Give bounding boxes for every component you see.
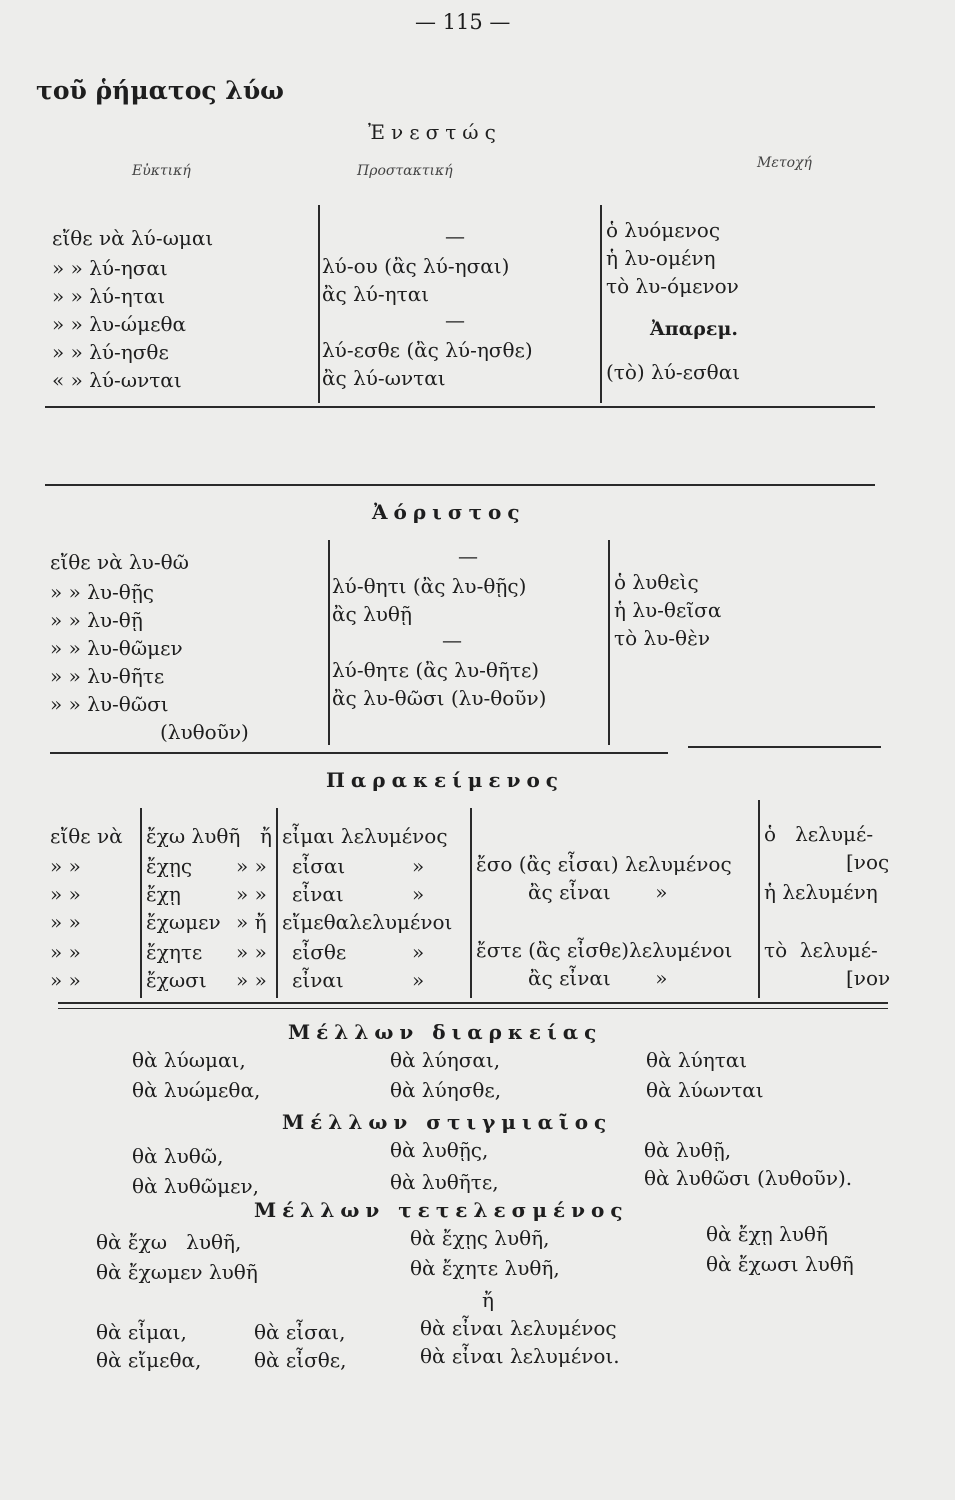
ditto-mark: » bbox=[412, 968, 425, 992]
form-line: » » bbox=[236, 882, 267, 906]
form-line: ὁ λελυμέ- bbox=[764, 822, 874, 846]
form-line: ἂς λυθῇ bbox=[332, 602, 412, 626]
form-line: θὰ εἶναι λελυμένος bbox=[420, 1316, 617, 1340]
form-line: εἶσαι bbox=[292, 854, 346, 878]
form-line: » » λυ-θῶμεν bbox=[50, 636, 183, 660]
mellon-diarkeias-title: Μέλλων διαρκείας bbox=[288, 1020, 603, 1044]
form-line: [νος bbox=[846, 850, 890, 874]
enestos-header-metochi: Μετοχή bbox=[757, 155, 812, 171]
form-line: θὰ λυώμεθα, bbox=[132, 1078, 261, 1102]
page-number: — 115 — bbox=[415, 10, 511, 34]
form-line: εἶμαι λελυμένος bbox=[282, 824, 448, 848]
form-line: θὰ ἔχωμεν λυθῆ bbox=[96, 1260, 258, 1284]
form-line: ἔσο (ἂς εἶσαι) λελυμένος bbox=[476, 852, 732, 876]
or-word: ἤ bbox=[482, 1288, 494, 1312]
form-line: ἔχωμεν bbox=[146, 910, 221, 934]
form-line: (λυθοῦν) bbox=[160, 720, 249, 744]
form-line: λύ-θητι (ἂς λυ-θῇς) bbox=[332, 574, 527, 598]
column-divider bbox=[600, 205, 602, 403]
form-line: θὰ λυθῇς, bbox=[390, 1138, 489, 1162]
form-line: θὰ εἶμαι, bbox=[96, 1320, 187, 1344]
aoristos-title: Ἀόριστος bbox=[372, 500, 526, 524]
ditto-mark: » bbox=[412, 940, 425, 964]
form-line: ἡ λυ-ομένη bbox=[606, 246, 716, 270]
form-line: » » λυ-ώμεθα bbox=[52, 312, 186, 336]
form-line: λύ-εσθε (ἂς λύ-ησθε) bbox=[322, 338, 533, 362]
form-line: ἤ bbox=[260, 824, 272, 848]
form-line: » » bbox=[50, 882, 81, 906]
form-line: θὰ ἔχω λυθῆ, bbox=[96, 1230, 242, 1254]
form-line: εἶναι bbox=[292, 882, 344, 906]
form-line: — bbox=[445, 224, 465, 248]
section-rule bbox=[58, 1002, 888, 1004]
mellon-stigmiaios-title: Μέλλων στιγμιαῖος bbox=[282, 1110, 613, 1134]
aparemfato-form: (τὸ) λύ-εσθαι bbox=[606, 360, 741, 384]
form-line: τὸ λυ-όμενον bbox=[606, 274, 739, 298]
form-line: — bbox=[442, 628, 462, 652]
section-rule bbox=[688, 746, 881, 748]
column-divider bbox=[758, 800, 760, 998]
form-line: θὰ λυθῶσι (λυθοῦν). bbox=[644, 1166, 853, 1190]
form-line: » » bbox=[50, 910, 81, 934]
form-line: θὰ λυθῶμεν, bbox=[132, 1174, 259, 1198]
form-line: ὁ λυόμενος bbox=[606, 218, 721, 242]
column-divider bbox=[470, 808, 472, 998]
form-line: ἂς εἶναι » bbox=[528, 966, 668, 990]
form-line: ἂς λύ-ωνται bbox=[322, 366, 446, 390]
form-line: ἡ λελυμένη bbox=[764, 880, 878, 904]
form-line: ἔχωσι bbox=[146, 968, 207, 992]
form-line: » » λυ-θῇ bbox=[50, 608, 143, 632]
form-line: θὰ εἴμεθα, bbox=[96, 1348, 202, 1372]
parakeimenos-title: Παρακείμενος bbox=[326, 768, 564, 792]
form-line: θὰ λυθῇ, bbox=[644, 1138, 732, 1162]
section-rule bbox=[58, 1008, 888, 1009]
form-line: εἴθε νὰ bbox=[50, 824, 123, 848]
form-line: εἶναι bbox=[292, 968, 344, 992]
form-line: θὰ λυθῶ, bbox=[132, 1144, 224, 1168]
form-line: θὰ λύωνται bbox=[646, 1078, 764, 1102]
enestos-title: Ἐνεστώς bbox=[368, 120, 502, 144]
form-line: ἔχῃς bbox=[146, 854, 193, 878]
form-line: εἶσθε bbox=[292, 940, 347, 964]
form-line: θὰ εἶσθε, bbox=[254, 1348, 347, 1372]
form-line: « » λύ-ωνται bbox=[52, 368, 182, 392]
form-line: ὁ λυθεὶς bbox=[614, 570, 699, 594]
column-divider bbox=[608, 540, 610, 745]
column-divider bbox=[276, 808, 278, 998]
form-line: ἡ λυ-θεῖσα bbox=[614, 598, 722, 622]
form-line: ἂς λύ-ηται bbox=[322, 282, 430, 306]
section-rule bbox=[45, 406, 875, 408]
form-line: ἔστε (ἂς εἶσθε)λελυμένοι bbox=[476, 938, 733, 962]
enestos-header-eyktiki: Εὐκτική bbox=[132, 163, 191, 179]
form-line: εἴθε νὰ λυ-θῶ bbox=[50, 550, 189, 574]
form-line: » » bbox=[50, 854, 81, 878]
form-line: θὰ λύησθε, bbox=[390, 1078, 502, 1102]
form-line: θὰ εἶναι λελυμένοι. bbox=[420, 1344, 620, 1368]
form-line: θὰ λυθῆτε, bbox=[390, 1170, 499, 1194]
form-line: θὰ λύηται bbox=[646, 1048, 748, 1072]
column-divider bbox=[140, 808, 142, 998]
form-line: » » λύ-ησθε bbox=[52, 340, 169, 364]
form-line: » » λυ-θῶσι bbox=[50, 692, 169, 716]
form-line: » » λύ-ηται bbox=[52, 284, 166, 308]
form-line: ἔχῃ bbox=[146, 882, 181, 906]
form-line: λύ-ου (ἂς λύ-ησαι) bbox=[322, 254, 510, 278]
page-subtitle: τοῦ ῥήματος λύω bbox=[36, 76, 284, 105]
section-rule bbox=[45, 484, 875, 486]
form-line: ἂς εἶναι » bbox=[528, 880, 668, 904]
ditto-mark: » bbox=[412, 882, 425, 906]
form-line: θὰ ἔχητε λυθῆ, bbox=[410, 1256, 560, 1280]
mellon-teteles-title: Μέλλων τετελεσμένος bbox=[254, 1198, 629, 1222]
form-line: — bbox=[445, 308, 465, 332]
form-line: » » bbox=[236, 968, 267, 992]
column-divider bbox=[328, 540, 330, 745]
form-line: » » λυ-θῇς bbox=[50, 580, 155, 604]
column-divider bbox=[318, 205, 320, 403]
form-line: ἔχητε bbox=[146, 940, 203, 964]
form-line: ἔχω λυθῆ bbox=[146, 824, 241, 848]
form-line: » » bbox=[236, 854, 267, 878]
form-line: θὰ λύησαι, bbox=[390, 1048, 501, 1072]
section-rule bbox=[50, 752, 668, 754]
form-line: εἴθε νὰ λύ-ωμαι bbox=[52, 226, 214, 250]
form-line: » » bbox=[50, 940, 81, 964]
form-line: θὰ εἶσαι, bbox=[254, 1320, 346, 1344]
form-line: » » bbox=[50, 968, 81, 992]
aparemfato-label: Ἀπαρεμ. bbox=[650, 318, 738, 340]
form-line: θὰ ἔχῃ λυθῆ bbox=[706, 1222, 828, 1246]
form-line: ἂς λυ-θῶσι (λυ-θοῦν) bbox=[332, 686, 547, 710]
form-line: εἴμεθαλελυμένοι bbox=[282, 910, 453, 934]
ditto-mark: » bbox=[412, 854, 425, 878]
form-line: λύ-θητε (ἂς λυ-θῆτε) bbox=[332, 658, 540, 682]
form-line: [νον bbox=[846, 966, 891, 990]
form-line: τὸ λυ-θὲν bbox=[614, 626, 710, 650]
form-line: » ἤ bbox=[236, 910, 267, 934]
form-line: » » bbox=[236, 940, 267, 964]
form-line: τὸ λελυμέ- bbox=[764, 938, 878, 962]
form-line: » » λύ-ησαι bbox=[52, 256, 168, 280]
form-line: θὰ λύωμαι, bbox=[132, 1048, 246, 1072]
form-line: θὰ ἔχῃς λυθῆ, bbox=[410, 1226, 550, 1250]
enestos-header-prostaktiki: Προστακτική bbox=[357, 163, 453, 179]
form-line: » » λυ-θῆτε bbox=[50, 664, 165, 688]
form-line: θὰ ἔχωσι λυθῆ bbox=[706, 1252, 854, 1276]
form-line: — bbox=[458, 544, 478, 568]
